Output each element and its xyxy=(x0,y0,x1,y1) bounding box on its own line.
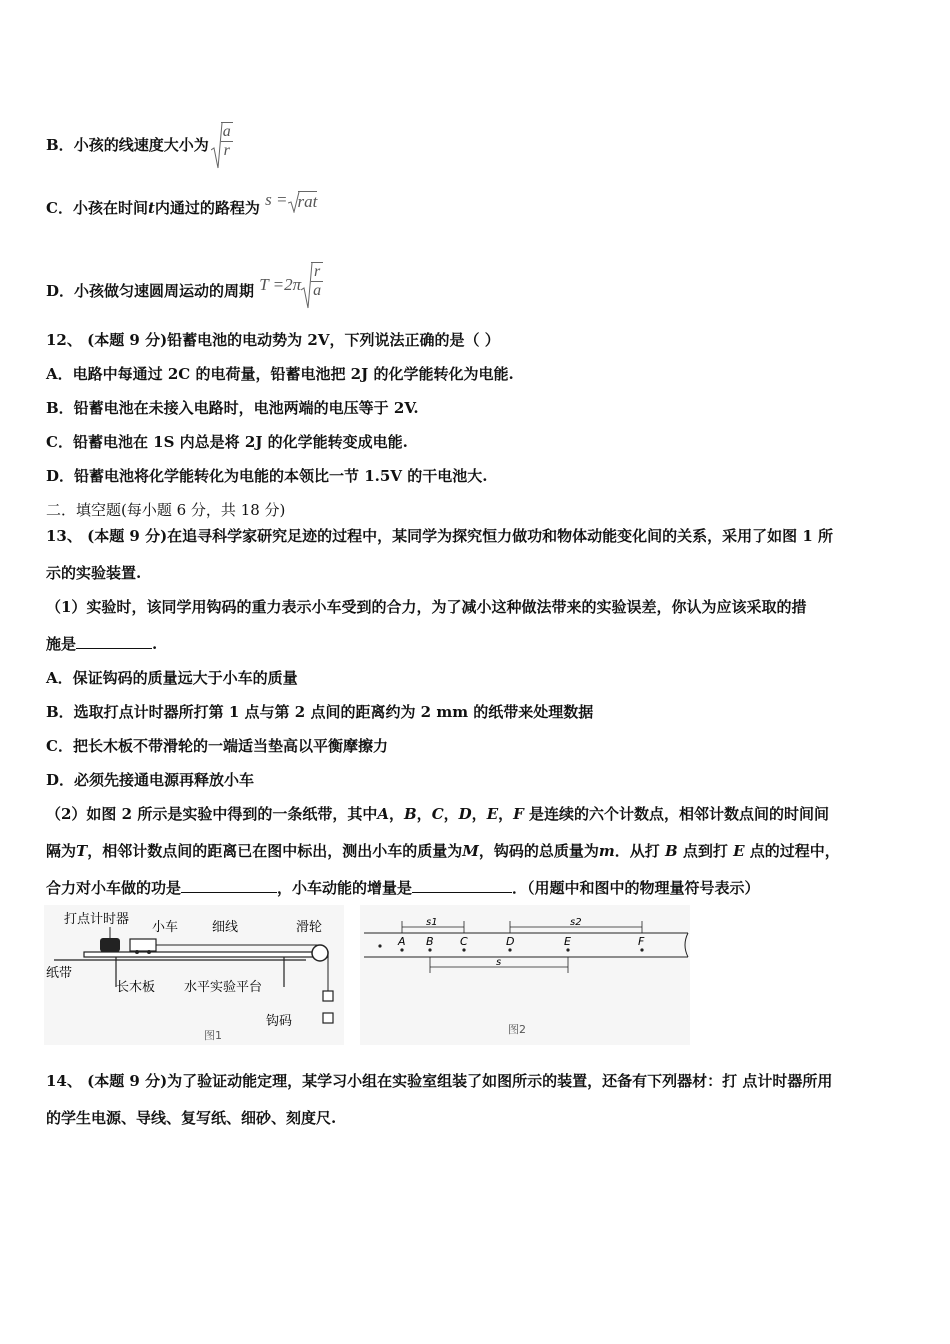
point-B: B xyxy=(403,805,417,823)
path-formula xyxy=(265,191,317,209)
point-B: B xyxy=(664,842,678,860)
option-text: 内通过的路程为 xyxy=(154,199,260,217)
pulley-shape xyxy=(312,945,328,961)
q13-part2-line2 xyxy=(46,841,840,861)
tape-dot-B xyxy=(428,948,431,951)
part1-text: 施是 xyxy=(46,635,77,653)
tape-label-B: B xyxy=(426,935,434,948)
sqrt-symbol xyxy=(288,191,318,211)
timer-shape xyxy=(100,938,120,952)
hook-weight xyxy=(323,991,333,1001)
label-s: s xyxy=(496,957,502,968)
formula-lhs: T =2π xyxy=(259,275,302,294)
sqrt-symbol xyxy=(301,262,323,310)
board-shape xyxy=(84,952,328,957)
car-shape xyxy=(130,939,156,951)
q12-option-a: A．电路中每通过 2C 的电荷量，铅蓄电池把 2J 的化学能转化为电能. xyxy=(46,365,514,383)
point-C: C xyxy=(431,805,444,823)
answer-blank-work[interactable] xyxy=(181,892,277,893)
point-F: F xyxy=(513,805,524,823)
option-text: 小孩做匀速圆周运动的周期 xyxy=(74,282,255,300)
variable-T: T xyxy=(76,842,88,860)
label-s2: s2 xyxy=(570,917,582,928)
section-heading: 二．填空题(每小题 6 分，共 18 分) xyxy=(46,501,286,519)
label-string: 细线 xyxy=(212,920,239,935)
tape-label-C: C xyxy=(460,935,468,948)
text: 隔为 xyxy=(46,842,77,860)
formula-lhs: s = xyxy=(265,190,288,209)
car-wheel xyxy=(135,950,139,954)
q11-option-c xyxy=(46,190,318,219)
option-label: B． xyxy=(46,136,74,154)
q12-option-b: B．铅蓄电池在未接入电路时，电池两端的电压等于 2V. xyxy=(46,399,419,417)
text: 是连续的六个计数点，相邻计数点间的时间间 xyxy=(529,805,830,823)
text: 点到打 xyxy=(682,842,728,860)
answer-blank-1[interactable] xyxy=(76,648,152,649)
formula-denominator: a xyxy=(313,282,322,299)
formula-radicand: rat xyxy=(297,192,318,211)
q13-option-d: D．必须先接通电源再释放小车 xyxy=(46,771,255,789)
variable-M: M xyxy=(462,842,479,860)
q13-stem-line1: 13、 (本题 9 分)在追寻科学家研究足迹的过程中，某同学为探究恒力做功和物体动能变化间的关系，采用了如图 1 所 xyxy=(46,527,834,545)
comma: ， xyxy=(471,805,487,823)
option-text: 小孩的线速度大小为 xyxy=(73,136,209,154)
tape-label-E: E xyxy=(564,935,571,948)
q13-part1-line2 xyxy=(46,634,157,654)
period-formula xyxy=(259,263,323,299)
label-tape: 纸带 xyxy=(46,966,73,981)
q13-part1-line1: （1）实验时，该同学用钩码的重力表示小车受到的合力，为了减小这种做法带来的实验误差，你认为应该采取的措 xyxy=(46,598,807,616)
comma: ， xyxy=(416,805,432,823)
tape-label-A: A xyxy=(398,935,406,948)
label-s1: s1 xyxy=(426,917,438,928)
variable-t: t xyxy=(147,199,155,217)
variable-m: m xyxy=(598,842,615,860)
car-wheel xyxy=(147,950,151,954)
tape-dot-D xyxy=(508,948,511,951)
formula-denominator: r xyxy=(223,142,230,159)
q13-option-b: B．选取打点计时器所打第 1 点与第 2 点间的距离约为 2 mm 的纸带来处理数据 xyxy=(46,703,594,721)
figure-1-apparatus xyxy=(44,905,344,1045)
tape-dot-E xyxy=(566,948,569,951)
q13-part2-line1 xyxy=(46,804,829,824)
tape-dot-C xyxy=(462,948,465,951)
tape-dot-A xyxy=(400,948,403,951)
formula-numerator: a xyxy=(222,123,231,140)
sqrt-formula xyxy=(211,122,233,170)
tape-label-D: D xyxy=(506,935,515,948)
q11-option-d xyxy=(46,263,323,316)
option-label: C． xyxy=(46,199,73,217)
label-car: 小车 xyxy=(152,920,179,935)
label-board: 长木板 xyxy=(116,980,156,995)
point-A: A xyxy=(377,805,389,823)
q13-option-a: A．保证钩码的质量远大于小车的质量 xyxy=(46,669,298,687)
text: ．（用题中和图中的物理量符号表示） xyxy=(512,879,760,897)
text: ．从打 xyxy=(614,842,660,860)
caption-fig2: 图2 xyxy=(508,1023,526,1036)
q12-option-c: C．铅蓄电池在 1S 内总是将 2J 的化学能转变成电能. xyxy=(46,433,408,451)
point-E: E xyxy=(486,805,499,823)
figure-2-tape xyxy=(360,905,690,1045)
comma: ， xyxy=(388,805,404,823)
q13-stem-line2: 示的实验装置. xyxy=(46,564,142,582)
q12-option-d: D．铅蓄电池将化学能转化为电能的本领比一节 1.5V 的干电池大. xyxy=(46,467,488,485)
hook-weight xyxy=(323,1013,333,1023)
q13-option-c: C．把长木板不带滑轮的一端适当垫高以平衡摩擦力 xyxy=(46,737,388,755)
q14-line2: 的学生电源、导线、复写纸、细砂、刻度尺. xyxy=(46,1109,337,1127)
label-platform: 水平实验平台 xyxy=(184,980,263,995)
text: ，相邻计数点间的距离已在图中标出，测出小车的质量为 xyxy=(87,842,463,860)
tape-label-F: F xyxy=(638,935,645,948)
answer-blank-ke[interactable] xyxy=(412,892,512,893)
point-D: D xyxy=(458,805,472,823)
formula-numerator: r xyxy=(311,263,323,282)
tape-start-dot xyxy=(378,944,381,947)
comma: ， xyxy=(443,805,459,823)
caption-fig1: 图1 xyxy=(204,1029,222,1042)
option-label: D． xyxy=(46,282,75,300)
text: ，钩码的总质量为 xyxy=(478,842,599,860)
point-E: E xyxy=(733,842,745,860)
q11-option-b xyxy=(46,122,233,170)
comma: ， xyxy=(498,805,514,823)
label-hook: 钩码 xyxy=(266,1014,293,1029)
q12-stem: 12、 (本题 9 分)铅蓄电池的电动势为 2V，下列说法正确的是（ ） xyxy=(46,331,500,349)
q14-line1: 14、 (本题 9 分)为了验证动能定理，某学习小组在实验室组装了如图所示的装置，还备有下列器材：打 点计时器所用 xyxy=(46,1072,833,1090)
period: . xyxy=(152,635,158,653)
option-text: 小孩在时间 xyxy=(72,199,148,217)
text: 点的过程中， xyxy=(749,842,840,860)
label-pulley: 滑轮 xyxy=(296,920,323,935)
q13-part2-line3 xyxy=(46,878,760,898)
tape-dot-F xyxy=(640,948,643,951)
text: 合力对小车做的功是 xyxy=(46,879,182,897)
text: ，小车动能的增量是 xyxy=(277,879,413,897)
label-timer: 打点计时器 xyxy=(64,912,130,927)
text: （2）如图 2 所示是实验中得到的一条纸带，其中 xyxy=(46,805,378,823)
